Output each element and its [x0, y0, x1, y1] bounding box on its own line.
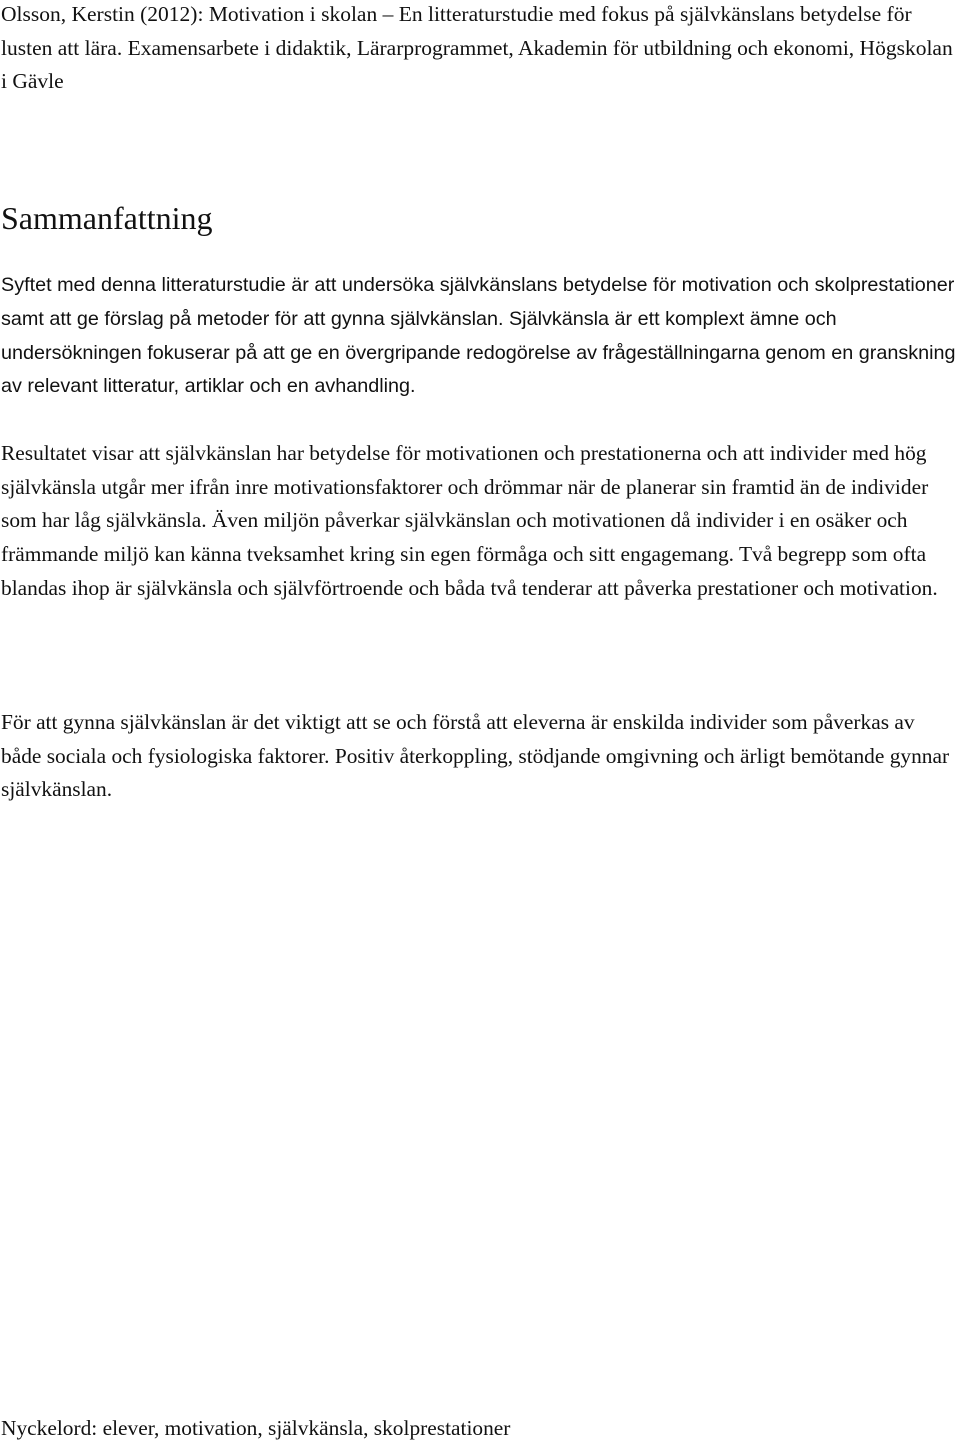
citation: Olsson, Kerstin (2012): Motivation i skolan – En litteraturstudie med fokus på självkänslans betydelse för lusten att lära. Examensarbete i didaktik, Lärarprogrammet, Akademin för utbildning och ekonomi, Högskolan i Gävle [1, 2, 953, 94]
abstract-paragraph-purpose: Syftet med denna litteraturstudie är att undersöka självkänslans betydelse för motivation och skolprestationer samt att ge förslag på metoder för att gynna självkänslan. Självkänsla är ett komplext ämne och undersökningen fokuserar på att ge en övergripande redogörelse av frågeställningarna genom en granskning av relevant litteratur, artiklar och en avhandling. [1, 274, 956, 398]
abstract-paragraph-results: Resultatet visar att självkänslan har betydelse för motivationen och prestationerna och att individer med hög självkänsla utgår mer ifrån inre motivationsfaktorer och drömmar när de planerar sin framtid än de individer som har låg självkänsla. Även miljön påverkar självkänslan och motivationen då individer i en osäker och främmande miljö kan känna tveksamhet kring sin egen förmåga och sitt engagemang. Två begrepp som ofta blandas ihop är självkänsla och självförtroende och båda två tenderar att påverka prestationer och motivation. [1, 441, 938, 600]
section-heading: Sammanfattning [1, 200, 213, 236]
keywords: Nyckelord: elever, motivation, självkänsla, skolprestationer [1, 1416, 511, 1440]
abstract-paragraph-conclusion: För att gynna självkänslan är det viktigt att se och förstå att eleverna är enskilda individer som påverkas av både sociala och fysiologiska faktorer. Positiv återkoppling, stödjande omgivning och ärligt bemötande gynnar självkänslan. [1, 710, 950, 802]
